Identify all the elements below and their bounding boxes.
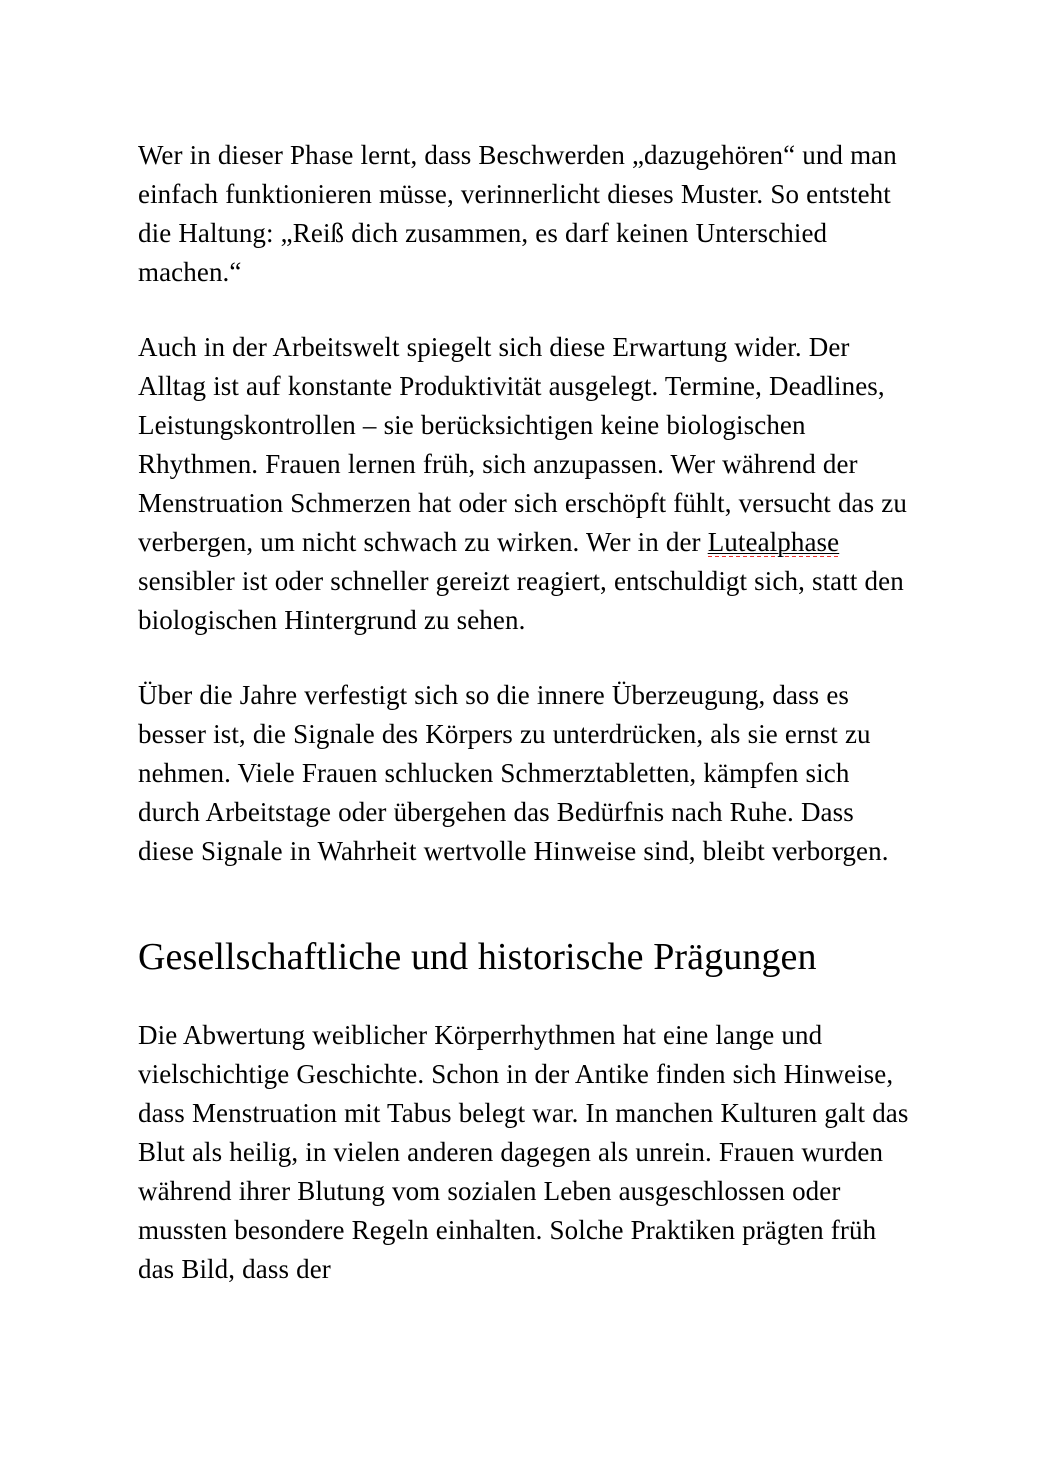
misspelled-word-lutealphase[interactable]: Lutealphase xyxy=(707,527,840,557)
paragraph-2-text-before-misspelling: Auch in der Arbeitswelt spiegelt sich diese Erwartung wider. Der Alltag ist auf konstante Produktivität ausgelegt. Termine, Deadlines, Leistungskontrollen – sie berücksichtigen keine biologischen Rhythmen. Frauen lernen früh, sich anzupassen. Wer während der Menstruation Schmerzen hat oder sich erschöpft fühlt, versucht das zu verbergen, um nicht schwach zu wirken. Wer in der xyxy=(138,332,907,557)
paragraph-2-text-after-misspelling: sensibler ist oder schneller gereizt reagiert, entschuldigt sich, statt den biologischen Hintergrund zu sehen. xyxy=(138,566,904,635)
paragraph-4: Die Abwertung weiblicher Körperrhythmen hat eine lange und vielschichtige Geschichte. Schon in der Antike finden sich Hinweise, dass Menstruation mit Tabus belegt war. In manchen Kulturen galt das Blut als heilig, in vielen anderen dagegen als unrein. Frauen wurden während ihrer Blutung vom sozialen Leben ausgeschlossen oder mussten besondere Regeln einhalten. Solche Praktiken prägten früh das Bild, dass der xyxy=(138,1020,909,1284)
section-heading-gesellschaftliche-und-historische-praegungen: Gesellschaftliche und historische Prägungen xyxy=(138,936,817,978)
paragraph-2 xyxy=(138,328,910,640)
paragraph-1: Wer in dieser Phase lernt, dass Beschwerden „dazugehören“ und man einfach funktionieren müsse, verinnerlicht dieses Muster. So entsteht die Haltung: „Reiß dich zusammen, es darf keinen Unterschied machen.“ xyxy=(138,140,897,287)
paragraph-3: Über die Jahre verfestigt sich so die innere Überzeugung, dass es besser ist, die Signale des Körpers zu unterdrücken, als sie ernst zu nehmen. Viele Frauen schlucken Schmerztabletten, kämpfen sich durch Arbeitstage oder übergehen das Bedürfnis nach Ruhe. Dass diese Signale in Wahrheit wertvolle Hinweise sind, bleibt verborgen. xyxy=(138,680,889,866)
document-text-column xyxy=(138,136,910,1289)
